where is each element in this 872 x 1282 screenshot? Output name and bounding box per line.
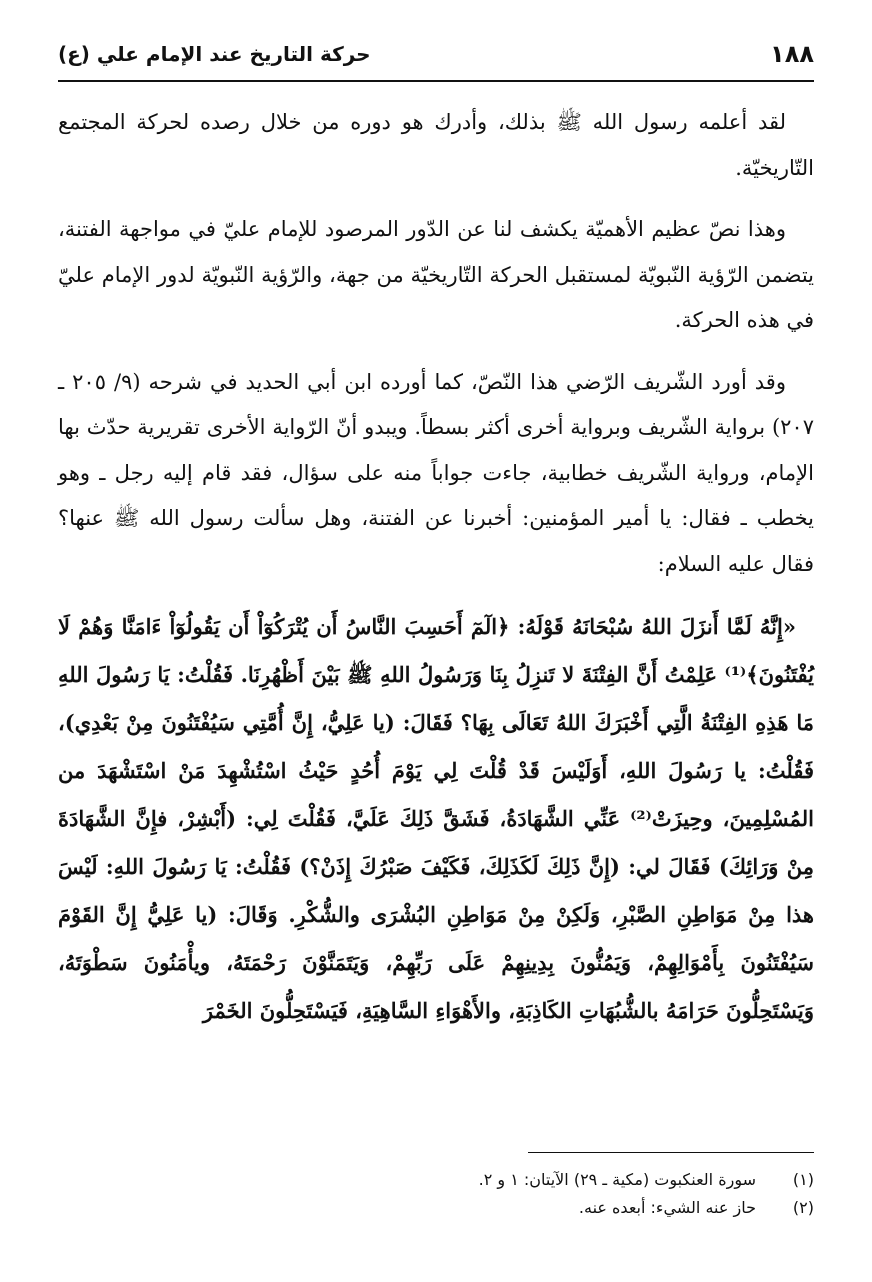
paragraph: وهذا نصّ عظيم الأهميّة يكشف لنا عن الدّور المرصود للإمام عليّ في مواجهة الفتنة، يتضمن الرّؤية النّبويّة لمستقبل الحركة التّاريخيّة من جهة، والرّؤية النّبويّة لدور الإمام عليّ في هذه الحركة.: [58, 217, 814, 332]
footnote-text: حاز عنه الشيء: أبعده عنه.: [578, 1198, 756, 1217]
footnote-divider: [528, 1152, 814, 1153]
footnote-text: سورة العنكبوت (مكية ـ ٢٩) الآيتان: ١ و ٢.: [478, 1170, 756, 1189]
paragraph: لقد أعلمه رسول الله ﷺ بذلك، وأدرك هو دوره من خلال رصده لحركة المجتمع التّاريخيّة.: [58, 110, 814, 180]
page-header: [58, 34, 814, 74]
footnotes: [58, 1166, 814, 1222]
running-head: حركة التاريخ عند الإمام علي (ع): [58, 42, 371, 66]
footnote: [58, 1166, 814, 1194]
footnote: [58, 1194, 814, 1222]
footnote-number: (٢): [792, 1198, 814, 1217]
paragraph: وقد أورد الشّريف الرّضي هذا النّصّ، كما أورده ابن أبي الحديد في شرحه (٩/ ٢٠٥ ـ ٢٠٧) برواية الشّريف وبرواية أخرى أكثر بسطاً. ويبدو أنّ الرّواية الأخرى تقريرية حدّث بها الإمام، ورواية الشّريف خطابية، جاءت جواباً منه على سؤال، فقد قام إليه رجل ـ وهو يخطب ـ فقال: يا أمير المؤمنين: أخبرنا عن الفتنة، وهل سألت رسول الله ﷺ عنها؟ فقال عليه السلام:: [58, 369, 814, 576]
header-divider: [58, 80, 814, 82]
page-number: ١٨٨: [770, 40, 814, 68]
main-text: [58, 100, 814, 1051]
hadith-quote: «إِنَّهُ لَمَّا أَنزَلَ اللهُ سُبْحَانَهُ قَوْلَهُ: ﴿الٓمٓ أَحَسِبَ النَّاسُ أَن يُتْرَكُوٓاْ أَن يَقُولُوٓاْ ءَامَنَّا وَهُمْ لَا يُفْتَنُونَ﴾⁽¹⁾ عَلِمْتُ أَنَّ الفِتْنَةَ لا تَنزِلُ بِنَا وَرَسُولُ اللهِ ﷺ بَيْنَ أَظْهُرِنَا. فَقُلْتُ: يَا رَسُولَ اللهِ مَا هَذِهِ الفِتْنَةُ الَّتِي أَخْبَرَكَ اللهُ تَعَالَى بِهَا؟ فَقَالَ: (يا عَلِيُّ، إِنَّ أُمَّتِي سَيُفْتَنُونَ مِنْ بَعْدِي)، فَقُلْتُ: يا رَسُولَ اللهِ، أَوَلَيْسَ قَدْ قُلْتَ لِي يَوْمَ أُحُدٍ حَيْثُ اسْتُشْهِدَ مَنْ اسْتَشْهَدَ من المُسْلِمِينَ، وحِيزَتْ⁽²⁾ عَنِّي الشَّهَادَةُ، فَشَقَّ ذَلِكَ عَلَيَّ، فَقُلْتَ لِي: (أَبْشِرْ، فإِنَّ الشَّهَادَةَ مِنْ وَرَائِكَ) فَقَالَ لي: (إِنَّ ذَلِكَ لَكَذَلِكَ، فَكَيْفَ صَبْرُكَ إِذَنْ؟) فَقُلْتُ: يَا رَسُولَ اللهِ: لَيْسَ هذا مِنْ مَوَاطِنِ الصَّبْرِ، وَلَكِنْ مِنْ مَوَاطِنِ البُشْرَى والشُّكْرِ. وَقَالَ: (يا عَلِيُّ إِنَّ القَوْمَ سَيُفْتَنُونَ بِأَمْوَالِهِمْ، وَيَمُنُّونَ بِدِينِهِمْ عَلَى رَبِّهِمْ، وَيَتَمَنَّوْنَ رَحْمَتَهُ، ويأْمَنُونَ سَطْوَتَهُ، وَيَسْتَحِلُّونَ حَرَامَهُ بالشُّبُهَاتِ الكَاذِبَةِ، والأَهْوَاءِ السَّاهِيَةِ، فَيَسْتَحِلُّونَ الخَمْرَ: [58, 614, 814, 1023]
footnote-number: (١): [792, 1170, 814, 1189]
